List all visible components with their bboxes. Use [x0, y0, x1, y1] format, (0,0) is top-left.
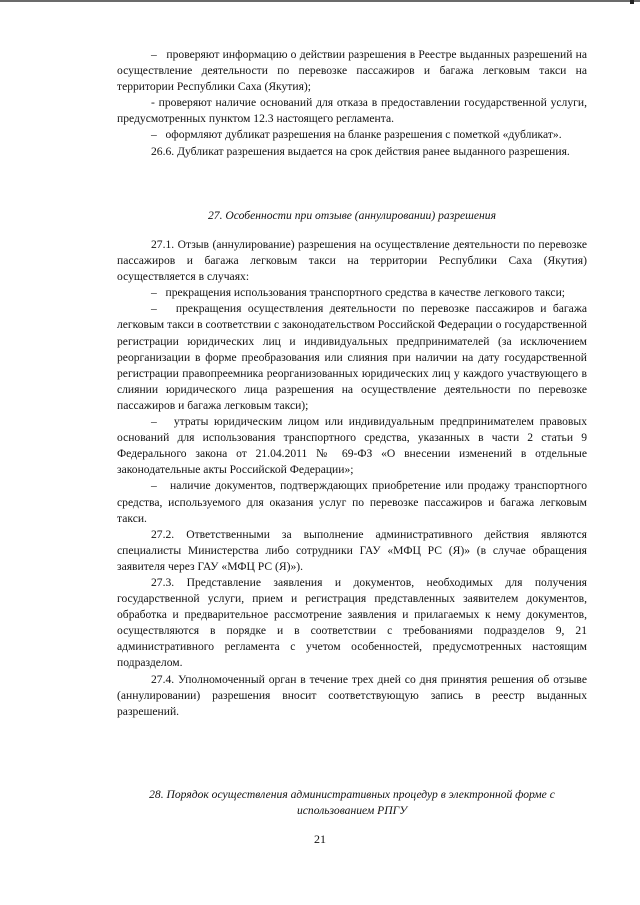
text-block-section-27 [117, 237, 587, 720]
paragraph: – прекращения осуществления деятельности по перевозке пассажиров и багажа легковым такси в соответствии с законодательством Российской Федерации о государственной регистрации юридических лиц и индивидуальных предпринимателей (за исключением реорганизации в форме преобразования или слияния при наличии на дату государственной регистрации правопреемника реорганизованных юридических лиц у каждого участвующего в слиянии юридического лица разрешения на осуществление деятельности по перевозке пассажиров и багажа легковым такси); [117, 302, 587, 412]
paragraph: – прекращения использования транспортного средства в качестве легкового такси; [151, 286, 565, 300]
paragraph: - проверяют наличие оснований для отказа в предоставлении государственной услуги, предусмотренных пунктом 12.3 настоящего регламента. [117, 96, 587, 126]
paragraph: – проверяют информацию о действии разрешения в Реестре выданных разрешений на осуществление деятельности по перевозке пассажиров и багажа легковым такси на территории Республики Саха (Якутия); [117, 48, 587, 94]
text-block-top [117, 47, 587, 160]
section-heading-27: 27. Особенности при отзыве (аннулировании) разрешения [208, 209, 496, 222]
paragraph: 27.3. Представление заявления и документов, необходимых для получения государственной услуги, прием и регистрация представленных заявителем документов, обработка и предварительное рассмотрение заявления и прилагаемых к нему документов, осуществляются в порядке и в соответствии с требованиями подразделов 9, 21 административного регламента с учетом особенностей, предусмотренных настоящим подразделом. [117, 575, 587, 670]
paragraph: 26.6. Дубликат разрешения выдается на срок действия ранее выданного разрешения. [151, 144, 570, 158]
scan-corner-mark [630, 0, 634, 4]
paragraph: 27.2. Ответственными за выполнение административного действия являются специалисты Министерства либо сотрудники ГАУ «МФЦ РС (Я)» (в случае обращения заявителя через ГАУ «МФЦ РС (Я)»). [117, 527, 587, 573]
paragraph: – утраты юридическим лицом или индивидуальным предпринимателем правовых оснований для использования транспортного средства, указанных в части 2 статьи 9 Федерального закона от 21.04.2011 № 69-ФЗ «О внесении изменений в отдельные законодательные акты Российской Федерации»; [117, 415, 587, 477]
paragraph: – наличие документов, подтверждающих приобретение или продажу транспортного средства, используемого для оказания услуг по перевозке пассажиров и багажа легковым такси. [117, 479, 587, 525]
paragraph: – оформляют дубликат разрешения на бланке разрешения с пометкой «дубликат». [151, 128, 562, 142]
paragraph: 27.1. Отзыв (аннулирование) разрешения на осуществление деятельности по перевозке пассажиров и багажа легковым такси на территории Республики Саха (Якутия) осуществляется в случаях: [117, 238, 587, 284]
paragraph: 27.4. Уполномоченный орган в течение трех дней со дня принятия решения об отзыве (аннулировании) разрешения вносит соответствующую запись в реестр выданных разрешений. [117, 672, 587, 718]
scan-top-edge [0, 0, 640, 2]
section-heading-28: 28. Порядок осуществления административных процедур в электронной форме с использованием РПГУ [149, 788, 555, 817]
page-number: 21 [314, 832, 326, 846]
